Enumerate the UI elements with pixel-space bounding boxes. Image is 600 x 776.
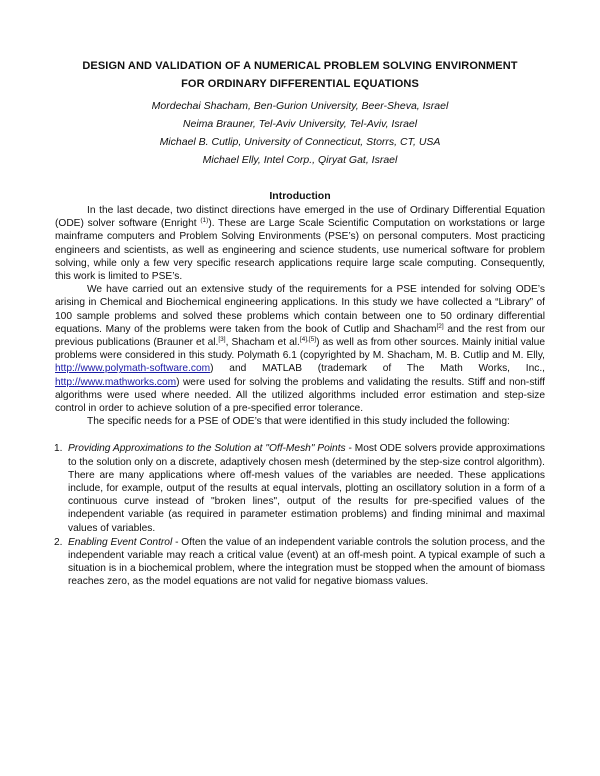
title-line-2: FOR ORDINARY DIFFERENTIAL EQUATIONS	[181, 78, 419, 90]
mathworks-link[interactable]: http://www.mathworks.com	[55, 376, 177, 388]
author-2: Neima Brauner, Tel-Aviv University, Tel-Aviv, Israel	[182, 118, 418, 130]
citation-ref: [2]	[436, 322, 444, 330]
needs-list	[55, 442, 545, 588]
list-item	[55, 442, 545, 534]
list-item-title: Enabling Event Control	[68, 536, 173, 548]
list-item-text: - Most ODE solvers provide approximations to the solution only on a discrete, adaptively chosen mesh (determined by the step-size control algorithm). There are many applications where off-mesh values of the variables are needed. These applications include, for example, output of the results at equal intervals, plotting an oscillatory solution in a form of a continuous curve instead of "broken lines", output of the results for pre-specified values of the independent variable (as required in parameter estimation problems) and finding minimal and maximal values of variables.	[68, 443, 545, 534]
intro-paragraph-1: In the last decade, two distinct directions have emerged in the use of Ordinary Differential Equation (ODE) solver software (Enright $^{(1)}$). These are Large Scale Scientific Computation on workstations or large mainframe computers and Problem Solving Environments (PSE’s) on personal computers. Most practicing engineers and scientists, as well as engineering and science students, use numerical software for problem solving, while only a few very specific research applications require large scale computing. Consequently, this work is limited to PSE’s.	[55, 205, 546, 283]
author-1: Mordechai Shacham, Ben-Gurion University, Beer-Sheva, Israel	[151, 100, 449, 112]
polymath-link[interactable]: http://www.polymath-software.com	[55, 363, 211, 375]
citation-ref: [3]	[218, 336, 226, 344]
author-list	[55, 97, 545, 169]
title-line-1: DESIGN AND VALIDATION OF A NUMERICAL PROBLEM SOLVING ENVIRONMENT	[82, 60, 518, 72]
section-heading: Introduction	[269, 190, 331, 202]
list-item-title: Providing Approximations to the Solution at "Off-Mesh" Points	[68, 443, 346, 455]
author-3: Michael B. Cutlip, University of Connecticut, Storrs, CT, USA	[159, 136, 441, 148]
list-item-text: - Often the value of an independent variable controls the solution process, and the independent variable may reach a critical value (event) at an off-mesh point. A typical example of such a situation is in a biochemical problem, where the integration must be stopped when the amount of biomass reaches zero, as the model equations are not valid for negative biomass values.	[68, 536, 546, 588]
citation-ref: [4],[5]	[299, 336, 317, 344]
author-4: Michael Elly, Intel Corp., Qiryat Gat, Israel	[202, 154, 398, 166]
list-item	[55, 536, 545, 589]
paper-title	[55, 57, 545, 93]
citation-ref: (1)	[200, 217, 209, 225]
list-number: 2.	[54, 536, 63, 548]
intro-paragraph-2: We have carried out an extensive study of the requirements for a PSE intended for solving ODE’s arising in Chemical and Biochemical engineering applications. In this study we have collected a “Library” of 100 sample problems and solved these problems which contain between one to 50 ordinary differential equations. Many of the problems were taken from the book of Cutlip and Shacham[2] and the rest from our previous publications (Brauner et al.[3], Shacham et al.[4],[5]) as well as from other sources. Mainly initial value problems were considered in this study. Polymath 6.1 (copyrighted by M. Shacham, M. B. Cutlip and M. Elly, http://www.polymath-software.com) and MATLAB (trademark of The Math Works, Inc., http://www.mathworks.com) were used for solving the problems and validating the results. Stiff and non-stiff algorithms were used where needed. All the utilized algorithms included error estimation and step-size control in order to achieve solution of a pre-specified error tolerance.	[55, 284, 545, 415]
list-number: 1.	[54, 443, 63, 455]
intro-paragraph-3: The specific needs for a PSE of ODE’s that were identified in this study included the following:	[87, 416, 510, 428]
